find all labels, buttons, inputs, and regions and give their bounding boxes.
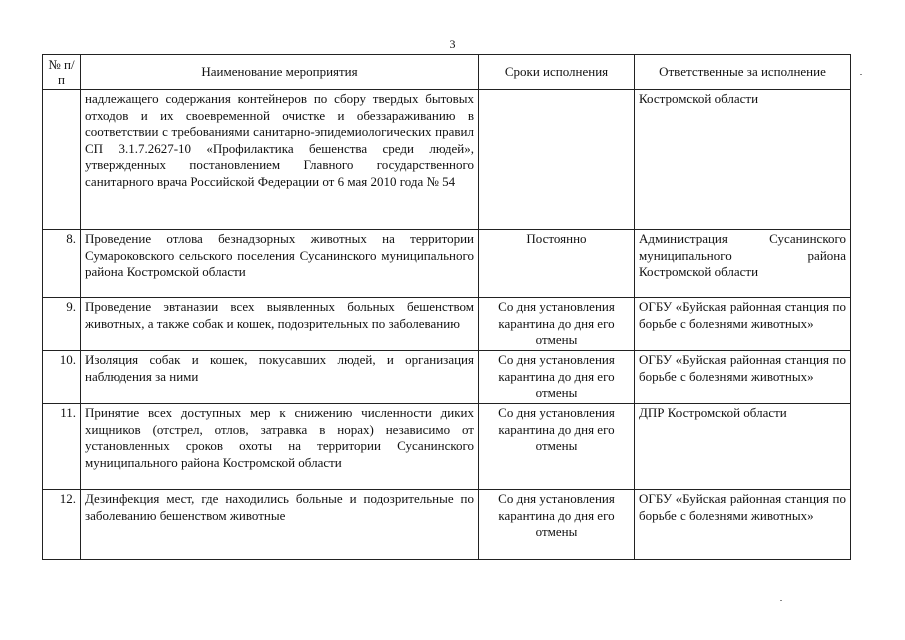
table-row (43, 90, 851, 230)
row-measure: Принятие всех доступных мер к снижению численности диких хищников (отстрел, отлов, затравка в норах) независимо от установленных сроков охоты на территории Сусанинского муниципального района Костромской области (81, 404, 479, 490)
table-row (43, 404, 851, 490)
measures-table (42, 54, 851, 560)
table-row (43, 298, 851, 351)
scan-speck (860, 74, 862, 75)
row-responsible: ДПР Костромской области (635, 404, 851, 490)
header-number: № п/п (43, 55, 81, 90)
row-measure: Проведение отлова безнадзорных животных на территории Сумароковского сельского поселения Сусанинского муниципального района Костромской области (81, 230, 479, 298)
row-number: 12. (43, 490, 81, 560)
table-header-row (43, 55, 851, 90)
row-responsible: ОГБУ «Буйская районная станция по борьбе с болезнями животных» (635, 298, 851, 351)
row-term: Постоянно (479, 230, 635, 298)
row-number (43, 90, 81, 230)
row-responsible: Костромской области (635, 90, 851, 230)
row-number: 9. (43, 298, 81, 351)
row-number: 10. (43, 351, 81, 404)
row-measure: надлежащего содержания контейнеров по сбору твердых бытовых отходов и их своевременной очистке и обеззараживанию в соответствии с требованиями санитарно-эпидемиологических правил СП 3.1.7.2627-10 «Профилактика бешенства среди людей», утвержденных постановлением Главного государственного санитарного врача Российской Федерации от 6 мая 2010 года № 54 (81, 90, 479, 230)
row-term: Со дня установления карантина до дня его отмены (479, 404, 635, 490)
scan-speck (780, 600, 782, 601)
row-measure: Проведение эвтаназии всех выявленных больных бешенством животных, а также собак и кошек, подозрительных по заболеванию (81, 298, 479, 351)
row-term: Со дня установления карантина до дня его отмены (479, 351, 635, 404)
row-term (479, 90, 635, 230)
header-term: Сроки исполнения (479, 55, 635, 90)
row-measure: Дезинфекция мест, где находились больные и подозрительные по заболеванию бешенством животные (81, 490, 479, 560)
row-term: Со дня установления карантина до дня его отмены (479, 490, 635, 560)
row-responsible: ОГБУ «Буйская районная станция по борьбе с болезнями животных» (635, 351, 851, 404)
page-number: 3 (449, 37, 456, 51)
table-row (43, 230, 851, 298)
row-responsible: Администрация Сусанинского муниципального района Костромской области (635, 230, 851, 298)
row-number: 11. (43, 404, 81, 490)
row-responsible: ОГБУ «Буйская районная станция по борьбе с болезнями животных» (635, 490, 851, 560)
row-measure: Изоляция собак и кошек, покусавших людей, и организация наблюдения за ними (81, 351, 479, 404)
header-name: Наименование мероприятия (81, 55, 479, 90)
row-term: Со дня установления карантина до дня его отмены (479, 298, 635, 351)
row-number: 8. (43, 230, 81, 298)
table-row (43, 351, 851, 404)
table-row (43, 490, 851, 560)
header-responsible: Ответственные за исполнение (635, 55, 851, 90)
